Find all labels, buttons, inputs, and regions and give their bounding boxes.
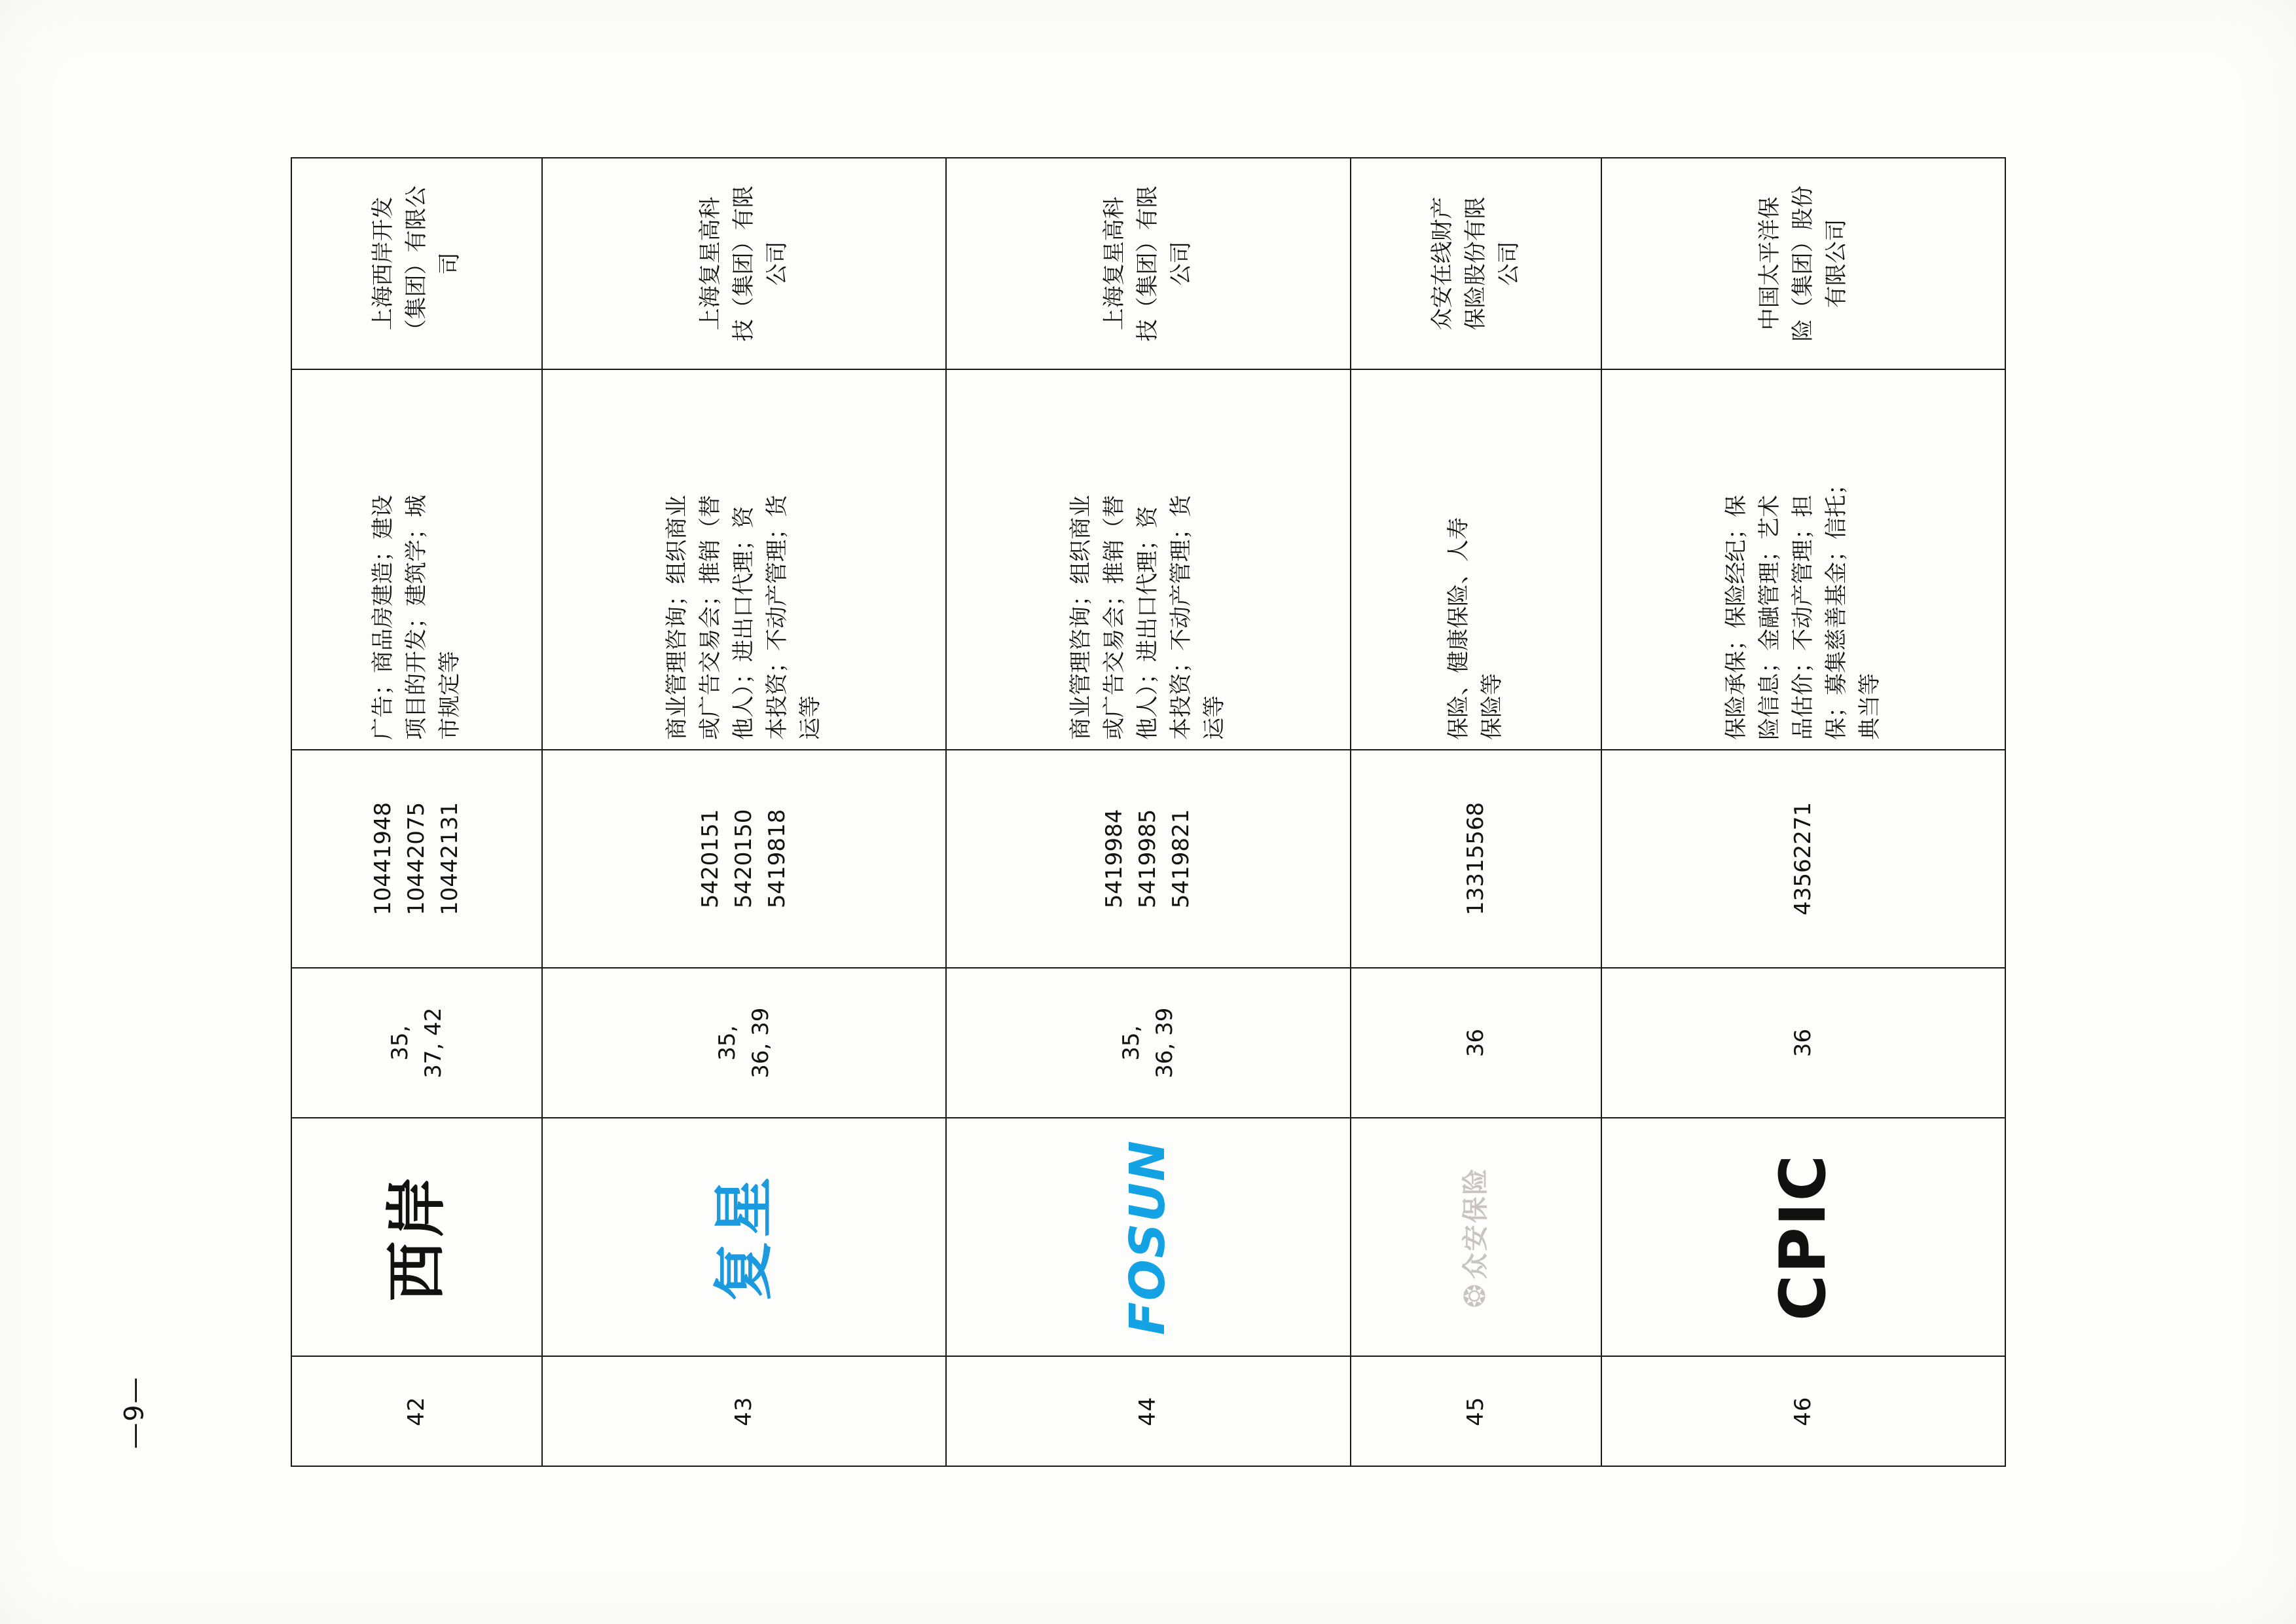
owner-cell xyxy=(542,158,946,369)
description-line: 保；募集慈善基金；信托； xyxy=(1823,472,1850,740)
registration-number: 10441948 xyxy=(369,802,396,915)
table-row xyxy=(1601,158,2005,1466)
logo-cpic xyxy=(1605,1125,2000,1349)
class-line: 37, 42 xyxy=(420,1007,446,1079)
owner-line: 有限公司 xyxy=(1823,219,1850,308)
registration-number: 10442131 xyxy=(436,802,463,915)
class-line: 36 xyxy=(1462,1029,1489,1058)
registration-cell xyxy=(946,750,1350,968)
registration-cell xyxy=(1350,750,1601,968)
logo-mark-group xyxy=(1456,1166,1495,1308)
class-cell xyxy=(1350,968,1601,1118)
registration-number: 5419984 xyxy=(1101,809,1127,909)
description-line: 品估价；不动产管理；担 xyxy=(1789,494,1816,740)
registration-cell xyxy=(1601,750,2005,968)
description-cell xyxy=(542,369,946,750)
description-line: 险信息；金融管理；艺术 xyxy=(1756,494,1783,740)
description-line: 广告；商品房建造；建设 xyxy=(369,494,396,740)
row-number: 42 xyxy=(291,1356,542,1466)
description-line: 项目的开发；建筑学；城 xyxy=(403,494,429,740)
class-cell xyxy=(542,968,946,1118)
owner-line: 中国太平洋保 xyxy=(1756,196,1783,331)
trademark-table-rotated xyxy=(291,157,2006,1467)
registration-number: 5420151 xyxy=(697,809,723,909)
page-number: —9— xyxy=(119,1376,150,1449)
owner-line: 公司 xyxy=(763,241,790,286)
registration-number: 5419985 xyxy=(1134,809,1161,909)
owner-line: 众安在线财产 xyxy=(1429,196,1455,331)
logo-text: 复星 xyxy=(708,1173,779,1302)
description-line: 商业管理咨询；组织商业 xyxy=(1067,494,1094,740)
table-row xyxy=(946,158,1350,1466)
description-line: 商业管理咨询；组织商业 xyxy=(663,494,690,740)
row-number: 45 xyxy=(1350,1356,1601,1466)
owner-cell xyxy=(946,158,1350,369)
person-icon: ❂ xyxy=(1458,1282,1492,1308)
description-line: 保险承保；保险经纪；保 xyxy=(1722,494,1749,740)
row-number: 44 xyxy=(946,1356,1350,1466)
owner-line: 公司 xyxy=(1495,241,1522,286)
class-line: 36, 39 xyxy=(1151,1007,1178,1079)
description-line: 运等 xyxy=(797,695,824,740)
registration-cell xyxy=(542,750,946,968)
owner-cell xyxy=(1601,158,2005,369)
owner-line: 上海西岸开发 xyxy=(369,196,396,331)
owner-line: 司 xyxy=(436,252,463,275)
logo-fosun xyxy=(951,1125,1345,1349)
trademark-table xyxy=(291,157,2006,1467)
registration-number: 5419821 xyxy=(1167,809,1194,909)
class-cell xyxy=(291,968,542,1118)
trademark-logo-cell xyxy=(1350,1118,1601,1356)
logo-text: FOSUN xyxy=(1119,1139,1176,1335)
logo-xian xyxy=(296,1125,538,1349)
class-line: 35, xyxy=(714,1025,740,1061)
table-row xyxy=(542,158,946,1466)
description-cell xyxy=(1601,369,2005,750)
trademark-logo-cell xyxy=(291,1118,542,1356)
registration-number: 10442075 xyxy=(403,802,429,915)
owner-line: 保险股份有限 xyxy=(1462,196,1489,331)
owner-line: （集团）有限公 xyxy=(403,185,429,342)
description-line: 他人）；进出口代理；资 xyxy=(1134,506,1161,740)
registration-cell xyxy=(291,750,542,968)
logo-text: CPIC xyxy=(1766,1153,1840,1321)
trademark-logo-cell xyxy=(542,1118,946,1356)
description-line: 市规定等 xyxy=(436,650,463,740)
class-cell xyxy=(946,968,1350,1118)
description-line: 本投资；不动产管理；货 xyxy=(763,494,790,740)
class-line: 35, xyxy=(386,1025,413,1061)
class-line: 36, 39 xyxy=(747,1007,774,1079)
description-cell xyxy=(946,369,1350,750)
trademark-logo-cell xyxy=(1601,1118,2005,1356)
registration-number: 5419818 xyxy=(763,809,790,909)
owner-line: 技（集团）有限 xyxy=(1134,185,1161,342)
description-line: 保险等 xyxy=(1478,673,1505,740)
registration-number: 43562271 xyxy=(1789,802,1816,915)
table-row xyxy=(291,158,542,1466)
trademark-logo-cell xyxy=(946,1118,1350,1356)
row-number: 43 xyxy=(542,1356,946,1466)
description-line: 典当等 xyxy=(1856,673,1883,740)
class-line: 35, xyxy=(1118,1025,1144,1061)
owner-line: 险（集团）股份 xyxy=(1789,185,1816,342)
logo-zhongan xyxy=(1355,1125,1596,1349)
registration-number: 13315568 xyxy=(1462,802,1489,915)
registration-number: 5420150 xyxy=(730,809,757,909)
owner-line: 上海复星高科 xyxy=(697,196,723,331)
description-line: 或广告交易会；推销（替 xyxy=(1101,494,1127,740)
description-line: 他人）；进出口代理；资 xyxy=(730,506,757,740)
logo-fuxing xyxy=(547,1125,941,1349)
description-line: 保险、健康保险、人寿 xyxy=(1445,517,1472,740)
owner-cell xyxy=(291,158,542,369)
description-line: 运等 xyxy=(1201,695,1228,740)
row-number: 46 xyxy=(1601,1356,2005,1466)
description-line: 本投资；不动产管理；货 xyxy=(1167,494,1194,740)
description-cell xyxy=(291,369,542,750)
class-line: 36 xyxy=(1789,1029,1816,1058)
class-cell xyxy=(1601,968,2005,1118)
logo-text: 西岸 xyxy=(381,1173,452,1302)
logo-text: 众安保险 xyxy=(1460,1166,1491,1280)
owner-cell xyxy=(1350,158,1601,369)
description-line: 或广告交易会；推销（替 xyxy=(697,494,723,740)
owner-line: 技（集团）有限 xyxy=(730,185,757,342)
description-cell xyxy=(1350,369,1601,750)
owner-line: 公司 xyxy=(1167,241,1194,286)
table-row xyxy=(1350,158,1601,1466)
owner-line: 上海复星高科 xyxy=(1101,196,1127,331)
